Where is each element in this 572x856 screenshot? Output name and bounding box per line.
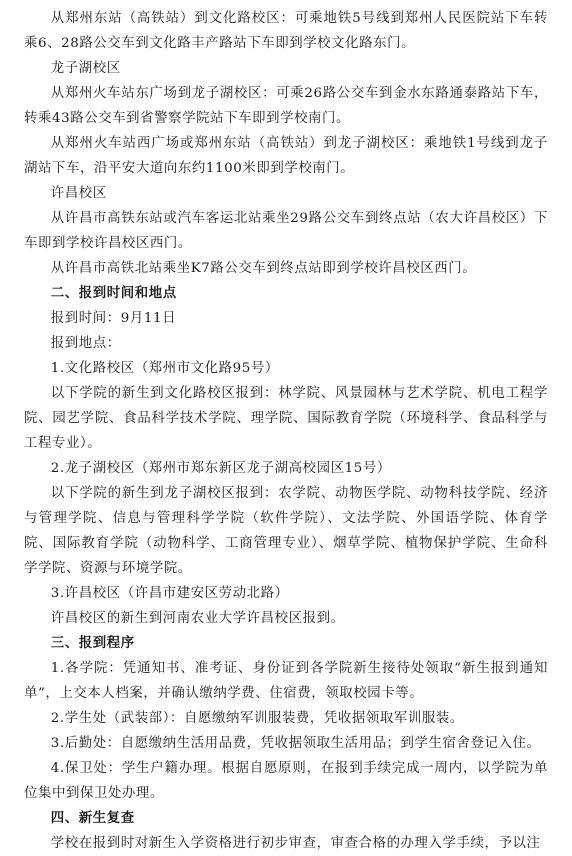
paragraph: 1.文化路校区（郑州市文化路95号） [50,361,279,376]
paragraph: 2.学生处（武装部）：自愿缴纳军训服装费，凭收据领取军训服装。 [50,711,464,726]
paragraph: 4.保卫处：学生户籍办理。根据自愿原则，在报到手续完成一周内，以学院为单位集中到保卫处办理。 [24,761,548,801]
paragraph: 学校在报到时对新生入学资格进行初步审查，审查合格的办理入学手续，予以注 [50,836,541,851]
paragraph: 以下学院的新生到文化路校区报到：林学院、风景园林与艺术学院、机电工程学院、园艺学院、食品科学技术学院、理学院、国际教育学院（环境科学、食品科学与工程专业）。 [24,386,548,451]
paragraph: 从郑州火车站西广场或郑州东站（高铁站）到龙子湖校区：乘地铁1号线到龙子湖站下车，沿平安大道向东约1100米即到学校南门。 [24,136,548,176]
section-heading: 四、新生复查 [50,811,135,826]
paragraph: 3.后勤处：自愿缴纳生活用品费，凭收据领取生活用品；到学生宿舍登记入住。 [50,736,541,751]
paragraph: 从许昌市高铁东站或汽车客运北站乘坐29路公交车到终点站（农大许昌校区）下车即到学校许昌校区西门。 [24,211,548,251]
section-heading: 二、报到时间和地点 [50,286,177,301]
paragraph: 报到时间：9月11日 [50,311,177,326]
paragraph: 3.许昌校区（许昌市建安区劳动北路） [50,586,289,601]
paragraph: 1.各学院：凭通知书、准考证、身份证到各学院新生接待处领取“新生报到通知单”，上交本人档案，并确认缴纳学费、住宿费，领取校园卡等。 [24,661,548,701]
paragraph: 从郑州东站（高铁站）到文化路校区：可乘地铁5号线到郑州人民医院站下车转乘6、28路公交车到文化路丰产路站下车即到学校文化路东门。 [24,11,548,51]
paragraph: 许昌校区的新生到河南农业大学许昌校区报到。 [50,611,345,626]
paragraph: 许昌校区 [50,186,107,201]
paragraph: 2.龙子湖校区（郑州市郑东新区龙子湖高校园区15号） [50,461,391,476]
paragraph: 以下学院的新生到龙子湖校区报到：农学院、动物医学院、动物科技学院、经济与管理学院、信息与管理科学学院（软件学院）、文法学院、外国语学院、体育学院、国际教育学院（动物科学、工商管理专业）、烟草学院、植物保护学院、生命科学学院、资源与环境学院。 [24,486,548,576]
paragraph: 从许昌市高铁北站乘坐K7路公交车到终点站即到学校许昌校区西门。 [50,261,477,276]
section-heading: 三、报到程序 [50,636,135,651]
paragraph: 从郑州火车站东广场到龙子湖校区：可乘26路公交车到金水东路通泰路站下车，转乘43路公交车到省警察学院站下车即到学校南门。 [24,86,548,126]
paragraph: 龙子湖校区 [50,61,121,76]
paragraph: 报到地点： [50,336,121,351]
